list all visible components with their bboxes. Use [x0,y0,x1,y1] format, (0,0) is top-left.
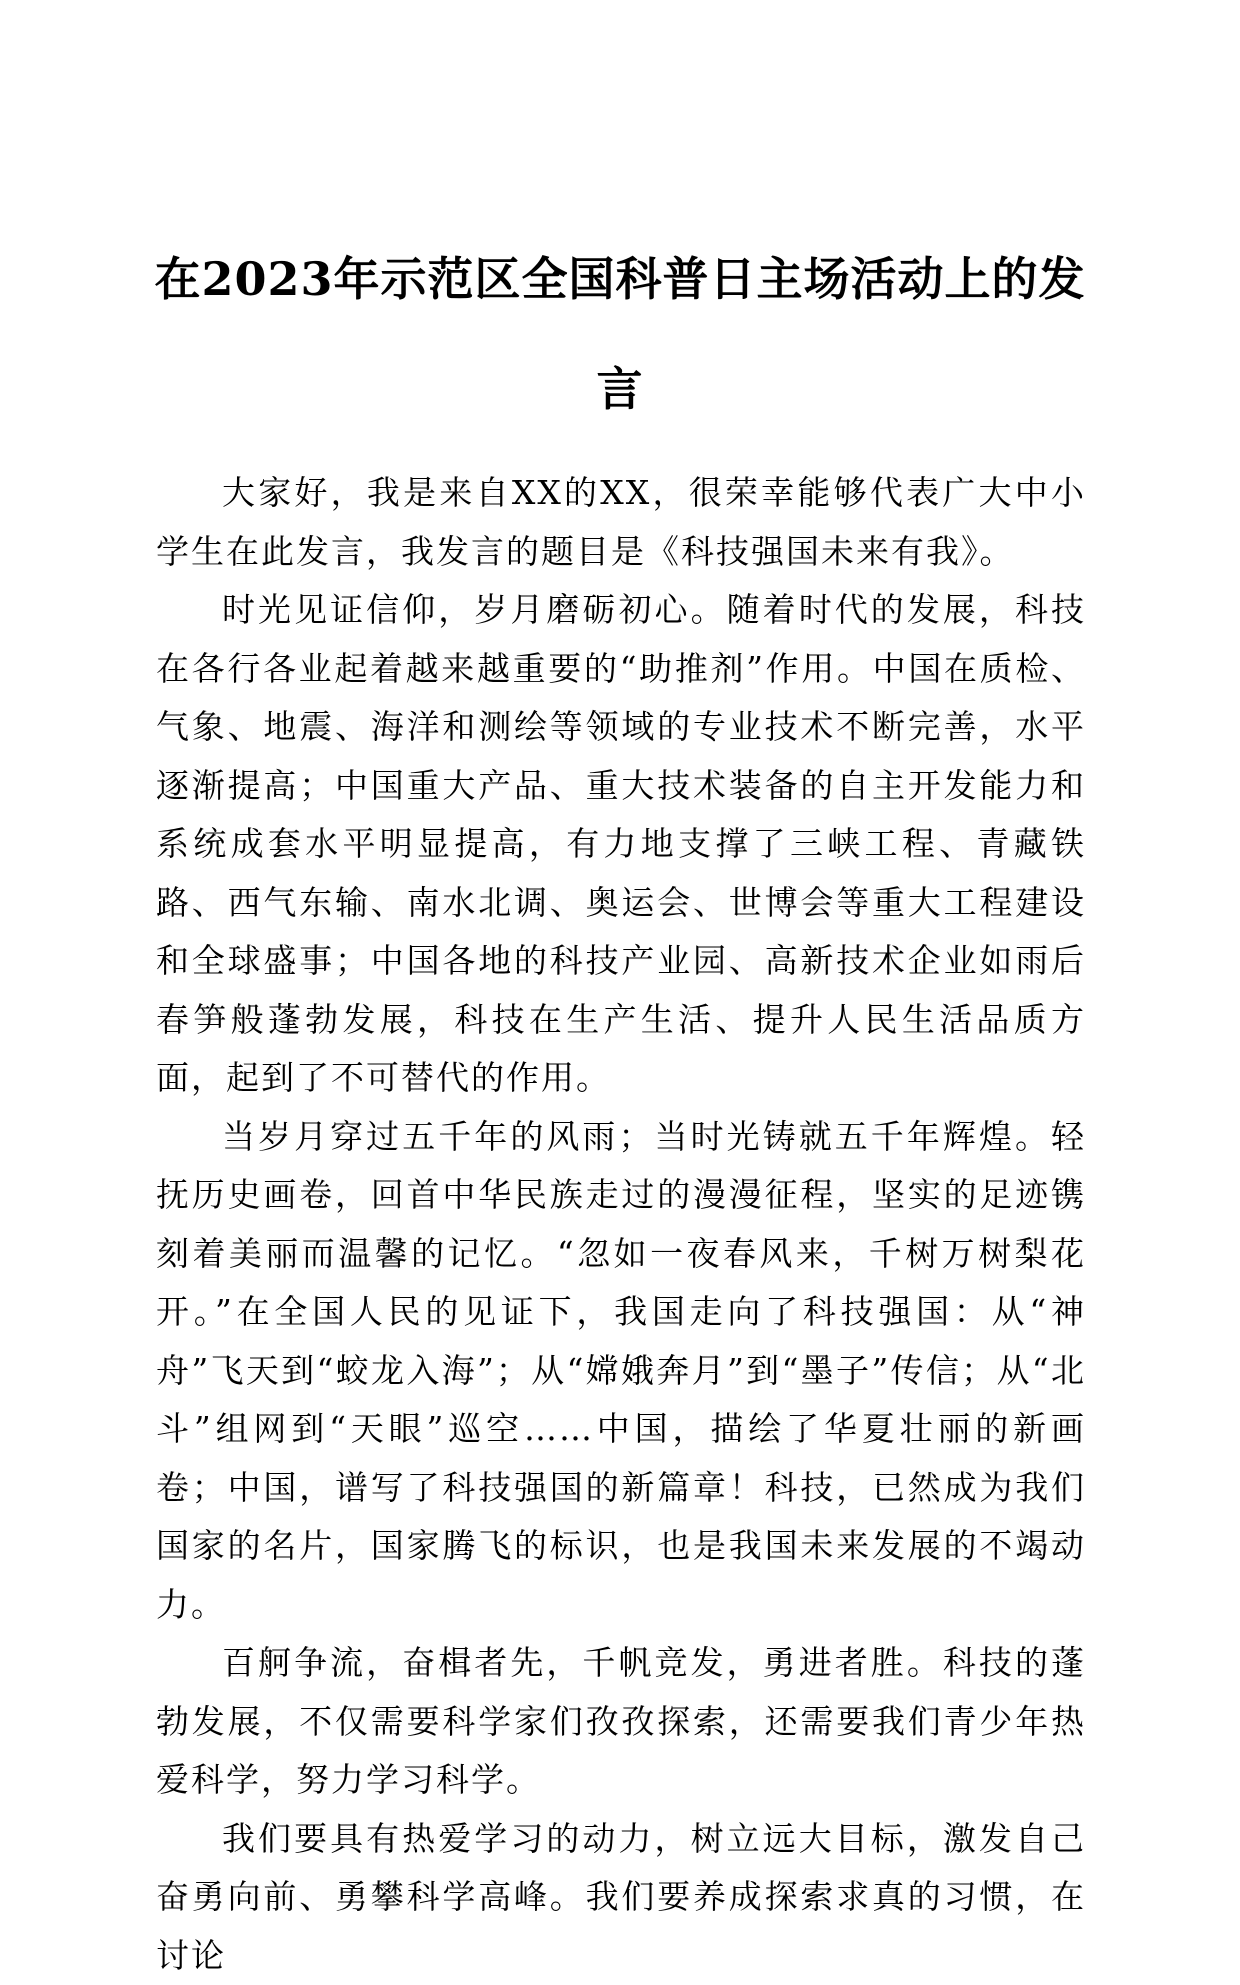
paragraph: 当岁月穿过五千年的风雨；当时光铸就五千年辉煌。轻抚历史画卷，回首中华民族走过的漫漫征程，坚实的足迹镌刻着美丽而温馨的记忆。“忽如一夜春风来，千树万树梨花开。”在全国人民的见证下，我国走向了科技强国：从“神舟”飞天到“蛟龙入海”；从“嫦娥奔月”到“墨子”传信；从“北斗”组网到“天眼”巡空……中国，描绘了华夏壮丽的新画卷；中国，谱写了科技强国的新篇章！科技，已然成为我们国家的名片，国家腾飞的标识，也是我国未来发展的不竭动力。 [156,1108,1086,1635]
document-title: 在2023年示范区全国科普日主场活动上的发言 [150,224,1090,444]
document-body [156,464,1086,1985]
paragraph: 百舸争流，奋楫者先，千帆竞发，勇进者胜。科技的蓬勃发展，不仅需要科学家们孜孜探索，还需要我们青少年热爱科学，努力学习科学。 [156,1634,1086,1810]
paragraph: 大家好，我是来自XX的XX，很荣幸能够代表广大中小学生在此发言，我发言的题目是《科技强国未来有我》。 [156,464,1086,581]
paragraph: 我们要具有热爱学习的动力，树立远大目标，激发自己奋勇向前、勇攀科学高峰。我们要养成探索求真的习惯，在讨论 [156,1810,1086,1985]
paragraph: 时光见证信仰，岁月磨砺初心。随着时代的发展，科技在各行各业起着越来越重要的“助推剂”作用。中国在质检、气象、地震、海洋和测绘等领域的专业技术不断完善，水平逐渐提高；中国重大产品、重大技术装备的自主开发能力和系统成套水平明显提高，有力地支撑了三峡工程、青藏铁路、西气东输、南水北调、奥运会、世博会等重大工程建设和全球盛事；中国各地的科技产业园、高新技术企业如雨后春笋般蓬勃发展，科技在生产生活、提升人民生活品质方面，起到了不可替代的作用。 [156,581,1086,1108]
